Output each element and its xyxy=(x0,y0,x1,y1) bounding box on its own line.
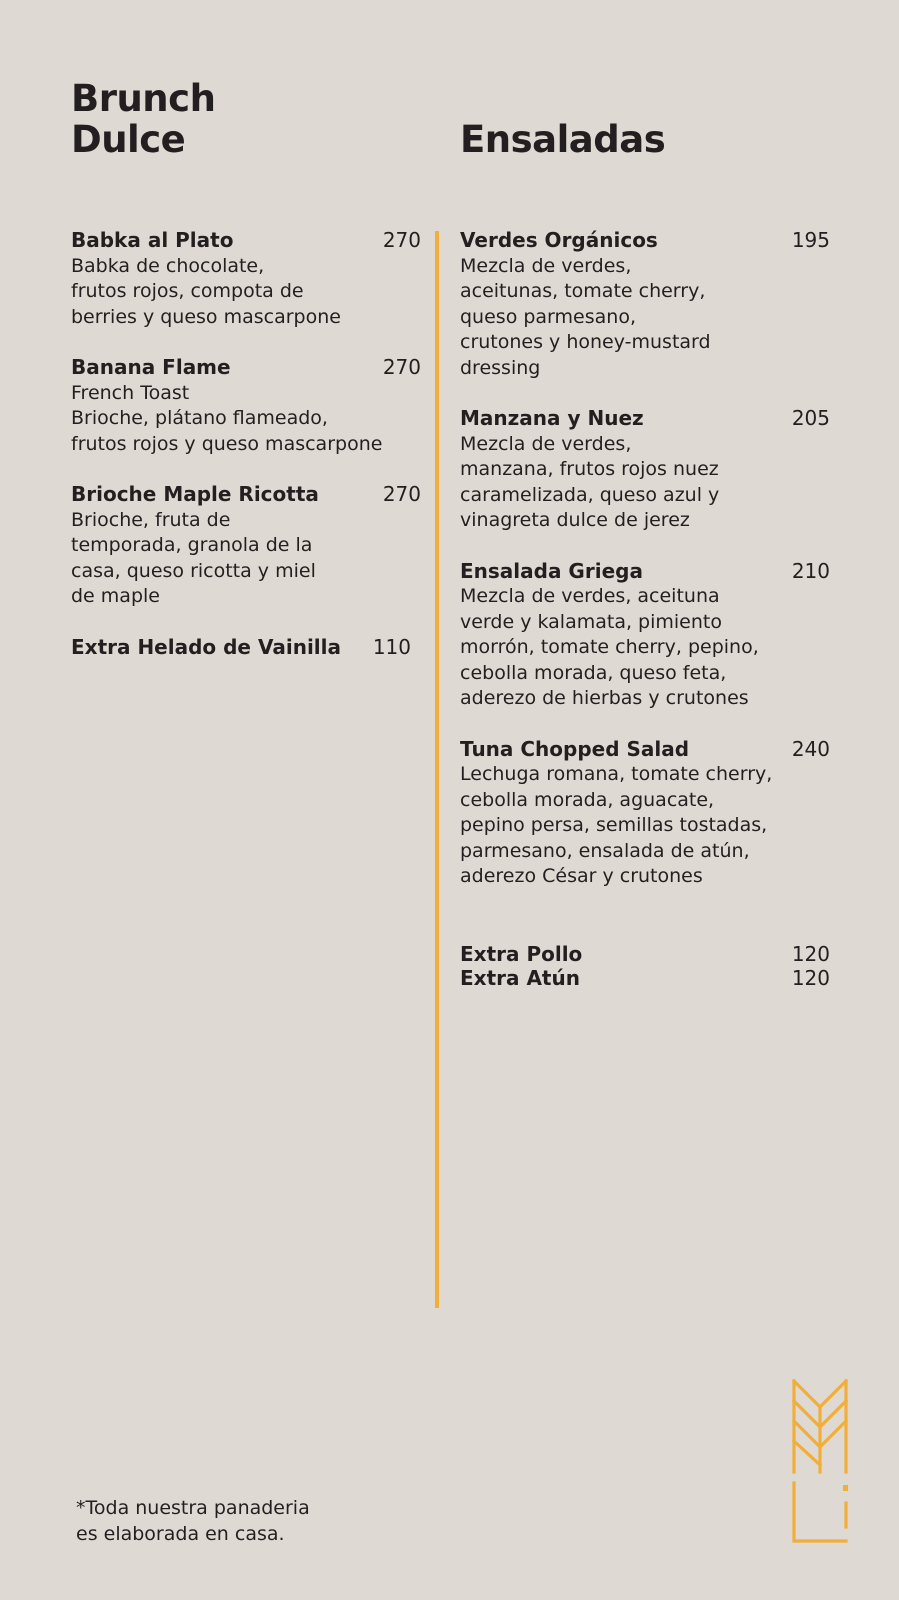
menu-item xyxy=(460,228,830,381)
menu-item-price: 270 xyxy=(382,355,421,379)
menu-item-name: Brioche Maple Ricotta xyxy=(71,482,319,506)
menu-item xyxy=(460,559,830,712)
menu-item-description: Babka de chocolate, frutos rojos, compota de berries y queso mascarpone xyxy=(71,254,341,328)
menu-item-name: Manzana y Nuez xyxy=(460,406,644,430)
extra-item-price: 120 xyxy=(791,965,830,990)
vertical-divider xyxy=(435,231,439,1308)
menu-item-name: Babka al Plato xyxy=(71,228,234,252)
menu-item-description: Lechuga romana, tomate cherry, cebolla morada, aguacate, pepino persa, semillas tostadas, parmesano, ensalada de atún, aderezo César y crutones xyxy=(460,763,773,887)
menu-item-name: Verdes Orgánicos xyxy=(460,228,658,252)
menu-item-description: Brioche, fruta de temporada, granola de la casa, queso ricotta y miel de maple xyxy=(71,508,316,607)
menu-item-price: 270 xyxy=(382,228,421,252)
menu-item-price: 110 xyxy=(372,634,411,659)
menu-item-price: 270 xyxy=(382,482,421,506)
menu-item xyxy=(71,228,421,330)
extra-item-name: Extra Pollo xyxy=(460,941,583,966)
menu-item-description: Mezcla de verdes, aceituna verde y kalamata, pimiento morrón, tomate cherry, pepino, cebolla morada, queso feta, aderezo de hierbas y crutones xyxy=(460,585,759,709)
menu-item-price: 210 xyxy=(791,558,830,583)
brunch-dulce-section xyxy=(71,228,421,685)
menu-item-name: Banana Flame xyxy=(71,355,231,379)
menu-item xyxy=(460,737,830,890)
menu-item xyxy=(71,635,421,661)
menu-item-price: 195 xyxy=(791,228,830,252)
footnote: *Toda nuestra panaderia es elaborada en casa. xyxy=(76,1497,310,1545)
menu-item-description: Mezcla de verdes, manzana, frutos rojos nuez caramelizada, queso azul y vinagreta dulce de jerez xyxy=(460,432,720,531)
menu-item-name: Ensalada Griega xyxy=(460,558,643,583)
menu-item-description: French Toast Brioche, plátano flameado, frutos rojos y queso mascarpone xyxy=(71,381,383,455)
brunch-dulce-title: Brunch Dulce xyxy=(71,77,216,161)
extra-item-price: 120 xyxy=(791,941,830,966)
menu-item-price: 205 xyxy=(791,406,830,430)
extra-item xyxy=(460,966,830,990)
extra-item-name: Extra Atún xyxy=(460,965,580,990)
menu-item xyxy=(71,355,421,457)
ensaladas-section xyxy=(460,228,830,990)
menu-item-description: Mezcla de verdes, aceitunas, tomate cherry, queso parmesano, crutones y honey-mustard dressing xyxy=(460,254,711,379)
extra-item xyxy=(460,942,830,966)
wheat-monogram-logo-icon xyxy=(792,1377,848,1545)
menu-item xyxy=(460,406,830,534)
menu-item-name: Tuna Chopped Salad xyxy=(460,736,690,761)
menu-item xyxy=(71,482,421,610)
extras-list xyxy=(460,942,830,990)
menu-item-name: Extra Helado de Vainilla xyxy=(71,634,341,659)
ensaladas-title: Ensaladas xyxy=(460,118,666,161)
menu-item-price: 240 xyxy=(791,736,830,761)
